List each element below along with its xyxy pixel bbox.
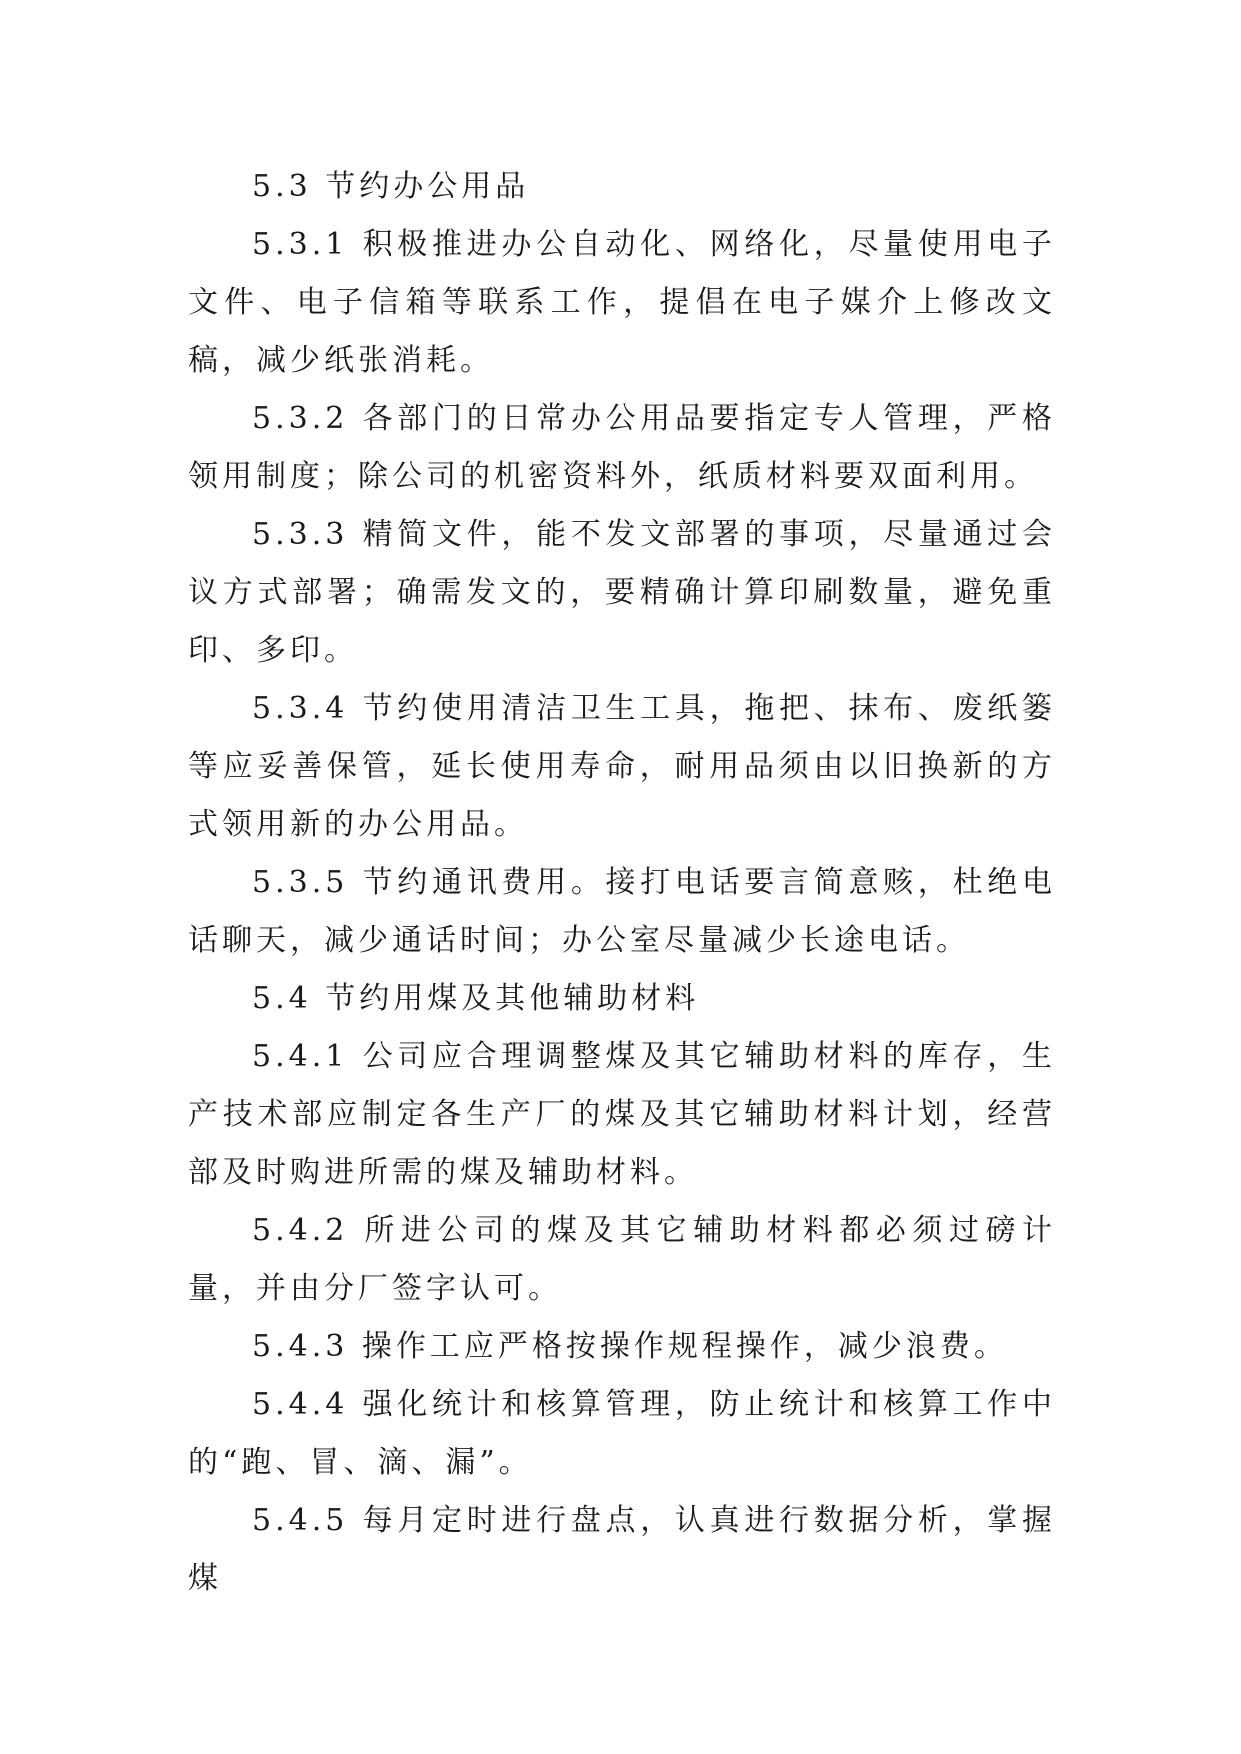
- section-heading-5-3: 5.3 节约办公用品: [252, 169, 530, 204]
- paragraph-5-4-3: 5.4.3 操作工应严格按操作规程操作，减少浪费。: [252, 1329, 1008, 1364]
- paragraph-5-3-2: 5.3.2 各部门的日常办公用品要指定专人管理，严格领用制度；除公司的机密资料外，纸质材料要双面利用。: [188, 401, 1056, 494]
- paragraph-5-3-3: 5.3.3 精简文件，能不发文部署的事项，尽量通过会议方式部署；确需发文的，要精确计算印刷数量，避免重印、多印。: [188, 517, 1056, 668]
- paragraph-5-4-4: 5.4.4 强化统计和核算管理，防止统计和核算工作中的“跑、冒、滴、漏”。: [188, 1387, 1056, 1480]
- section-heading-5-4: 5.4 节约用煤及其他辅助材料: [252, 981, 700, 1016]
- paragraph-5-3-1: 5.3.1 积极推进办公自动化、网络化，尽量使用电子文件、电子信箱等联系工作，提倡在电子媒介上修改文稿，减少纸张消耗。: [188, 227, 1056, 378]
- paragraph-5-4-1: 5.4.1 公司应合理调整煤及其它辅助材料的库存，生产技术部应制定各生产厂的煤及其它辅助材料计划，经营部及时购进所需的煤及辅助材料。: [188, 1039, 1056, 1190]
- paragraph-5-3-4: 5.3.4 节约使用清洁卫生工具，拖把、抹布、废纸篓等应妥善保管，延长使用寿命，耐用品须由以旧换新的方式领用新的办公用品。: [188, 691, 1056, 842]
- document-body: [188, 158, 1056, 1608]
- paragraph-5-4-2: 5.4.2 所进公司的煤及其它辅助材料都必须过磅计量，并由分厂签字认可。: [188, 1213, 1056, 1306]
- paragraph-5-3-5: 5.3.5 节约通讯费用。接打电话要言简意赅，杜绝电话聊天，减少通话时间；办公室尽量减少长途电话。: [188, 865, 1056, 958]
- paragraph-5-4-5: 5.4.5 每月定时进行盘点，认真进行数据分析，掌握煤: [188, 1503, 1056, 1596]
